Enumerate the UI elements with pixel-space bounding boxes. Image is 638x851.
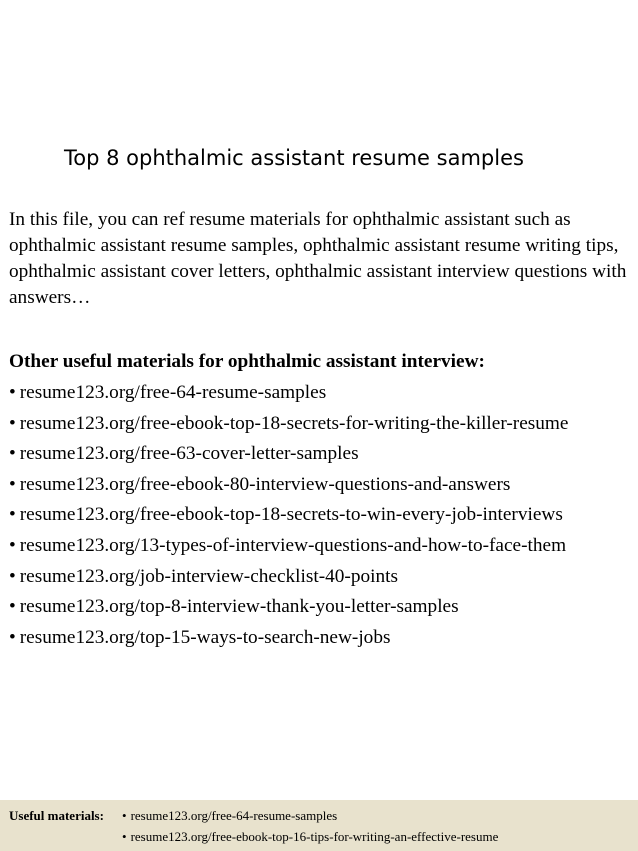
bullet-icon: • — [9, 596, 16, 618]
material-link[interactable]: resume123.org/free-ebook-top-18-secrets-for-writing-the-killer-resume — [19, 412, 569, 434]
footer-link[interactable]: resume123.org/free-64-resume-samples — [130, 808, 338, 823]
bullet-icon: • — [9, 534, 16, 556]
bullet-icon: • — [9, 382, 16, 403]
list-item — [9, 380, 638, 411]
document-title: Top 8 ophthalmic assistant resume samples — [64, 146, 524, 170]
intro-paragraph: In this file, you can ref resume materials for ophthalmic assistant such as ophthalmic assistant resume samples, ophthalmic assistant resume writing tips, ophthalmic assistant cover letters, ophthalmic assistant interview questions with answers… — [9, 209, 627, 308]
materials-list — [9, 380, 638, 655]
list-item — [9, 594, 638, 625]
bullet-icon: • — [9, 565, 16, 587]
material-link[interactable]: resume123.org/free-64-resume-samples — [19, 382, 327, 403]
list-item — [9, 564, 638, 595]
footer-label — [9, 805, 104, 826]
bullet-icon: • — [9, 443, 16, 465]
bullet-icon: • — [122, 808, 127, 823]
list-item — [122, 826, 498, 847]
footer-links — [122, 805, 498, 847]
bullet-icon: • — [9, 626, 16, 648]
material-link[interactable]: resume123.org/top-8-interview-thank-you-letter-samples — [19, 596, 459, 618]
footer-link[interactable]: resume123.org/free-ebook-top-16-tips-for-writing-an-effective-resume — [130, 829, 499, 844]
material-link[interactable]: resume123.org/free-ebook-80-interview-questions-and-answers — [19, 473, 511, 495]
material-link[interactable]: resume123.org/free-ebook-top-18-secrets-to-win-every-job-interviews — [19, 504, 563, 526]
footer-bar — [0, 800, 638, 851]
material-link[interactable]: resume123.org/free-63-cover-letter-samples — [19, 443, 359, 465]
material-link[interactable]: resume123.org/job-interview-checklist-40-points — [19, 565, 398, 587]
list-item — [9, 411, 638, 442]
list-item — [9, 625, 638, 656]
materials-heading: Other useful materials for ophthalmic assistant interview: — [9, 351, 485, 372]
bullet-icon: • — [9, 473, 16, 495]
list-item — [9, 472, 638, 503]
footer-label-text: Useful materials — [9, 808, 100, 823]
footer-label-separator: : — [99, 808, 104, 823]
list-item — [122, 805, 498, 826]
material-link[interactable]: resume123.org/13-types-of-interview-questions-and-how-to-face-them — [19, 534, 567, 556]
list-item — [9, 533, 638, 564]
bullet-icon: • — [9, 412, 16, 434]
material-link[interactable]: resume123.org/top-15-ways-to-search-new-jobs — [19, 626, 391, 648]
list-item — [9, 502, 638, 533]
list-item — [9, 441, 638, 472]
bullet-icon: • — [9, 504, 16, 526]
bullet-icon: • — [122, 829, 127, 844]
